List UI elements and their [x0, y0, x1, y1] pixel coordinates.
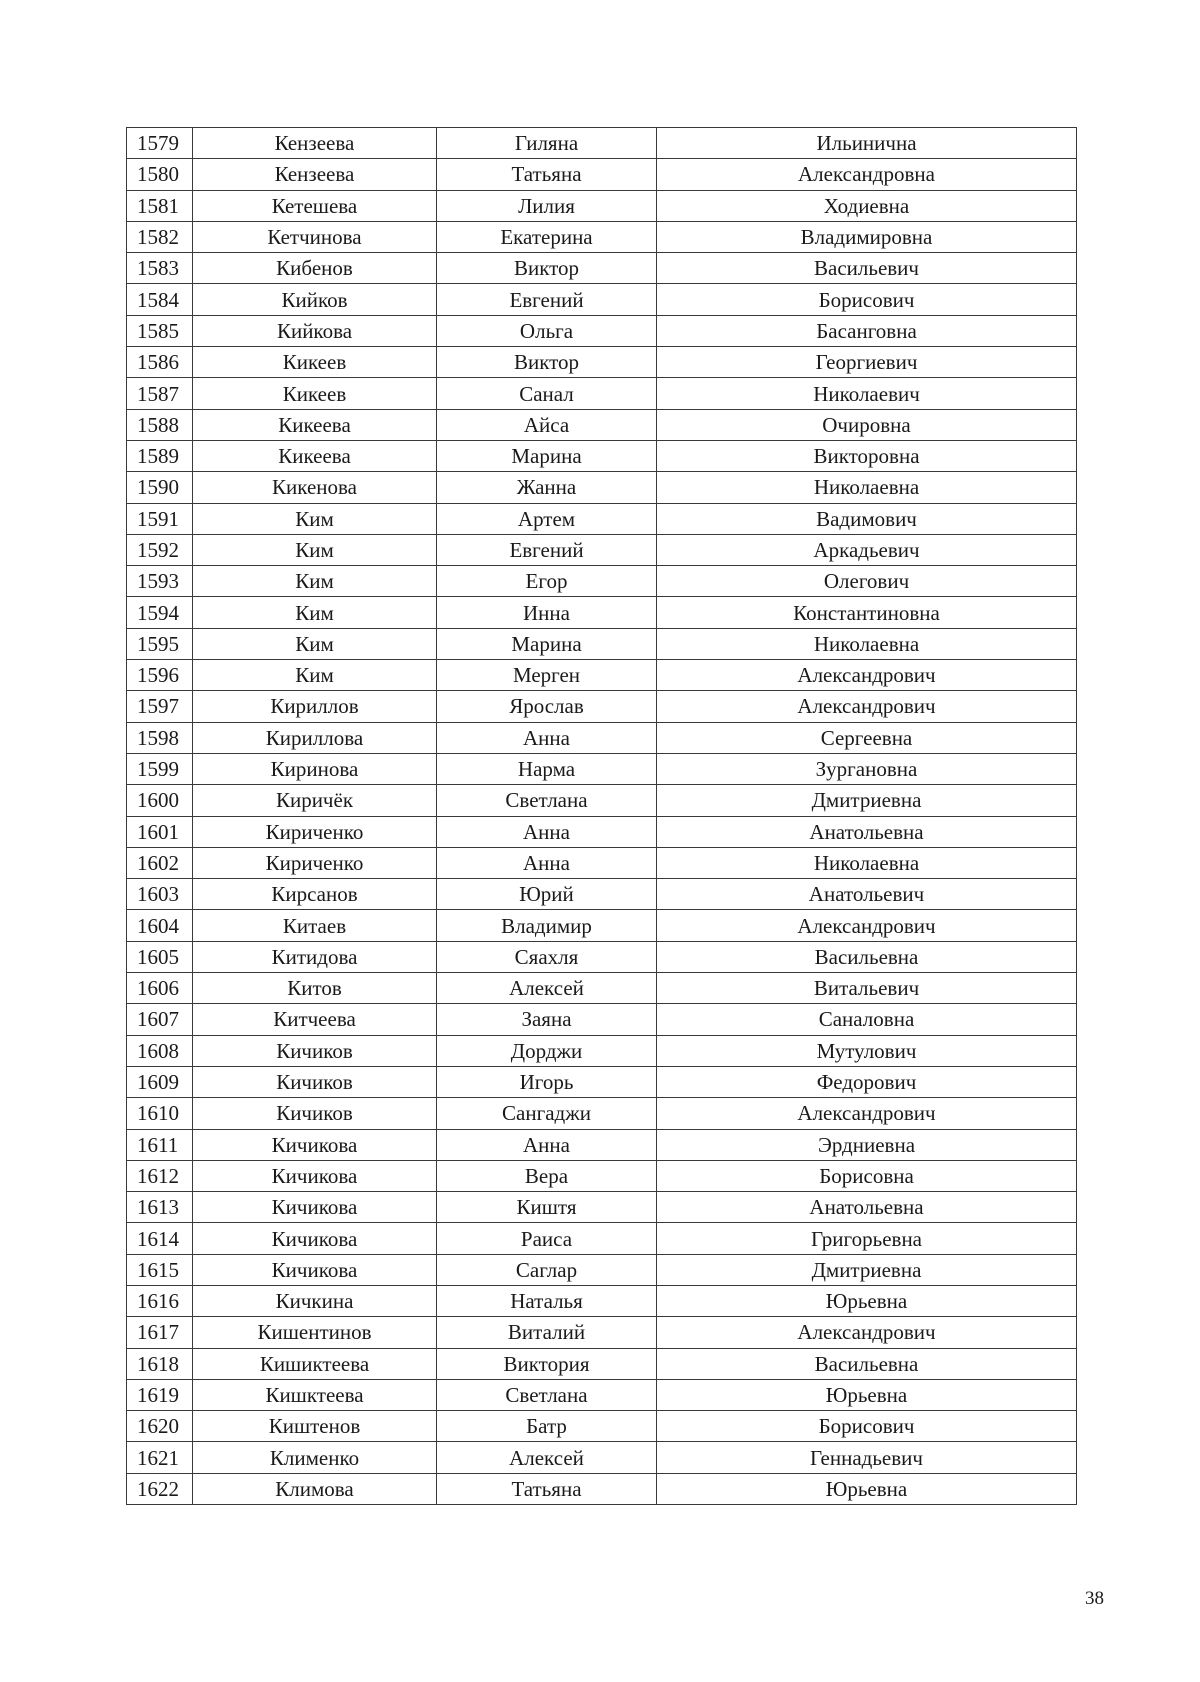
patronymic-cell: Анатольевич — [657, 879, 1077, 910]
patronymic-cell: Васильевна — [657, 1348, 1077, 1379]
surname-cell: Кетешева — [193, 190, 437, 221]
row-number-cell: 1583 — [127, 253, 193, 284]
table-row — [127, 190, 1077, 221]
row-number-cell: 1607 — [127, 1004, 193, 1035]
patronymic-cell: Александрович — [657, 691, 1077, 722]
row-number-cell: 1592 — [127, 534, 193, 565]
table-row — [127, 1004, 1077, 1035]
table-row — [127, 159, 1077, 190]
patronymic-cell: Сергеевна — [657, 722, 1077, 753]
row-number-cell: 1591 — [127, 503, 193, 534]
surname-cell: Климова — [193, 1473, 437, 1504]
patronymic-cell: Мутулович — [657, 1035, 1077, 1066]
patronymic-cell: Очировна — [657, 409, 1077, 440]
table-row — [127, 128, 1077, 159]
first-name-cell: Нарма — [437, 753, 657, 784]
first-name-cell: Наталья — [437, 1285, 657, 1316]
row-number-cell: 1611 — [127, 1129, 193, 1160]
surname-cell: Ким — [193, 503, 437, 534]
surname-cell: Кичиков — [193, 1066, 437, 1097]
surname-cell: Кикеев — [193, 378, 437, 409]
first-name-cell: Виталий — [437, 1317, 657, 1348]
surname-cell: Кириченко — [193, 847, 437, 878]
surname-cell: Кишентинов — [193, 1317, 437, 1348]
row-number-cell: 1621 — [127, 1442, 193, 1473]
patronymic-cell: Борисович — [657, 1411, 1077, 1442]
patronymic-cell: Николаевич — [657, 378, 1077, 409]
table-row — [127, 1066, 1077, 1097]
table-row — [127, 1442, 1077, 1473]
table-row — [127, 753, 1077, 784]
first-name-cell: Анна — [437, 847, 657, 878]
table-row — [127, 1035, 1077, 1066]
patronymic-cell: Аркадьевич — [657, 534, 1077, 565]
first-name-cell: Егор — [437, 566, 657, 597]
row-number-cell: 1597 — [127, 691, 193, 722]
patronymic-cell: Анатольевна — [657, 816, 1077, 847]
table-row — [127, 879, 1077, 910]
first-name-cell: Екатерина — [437, 221, 657, 252]
patronymic-cell: Александровна — [657, 159, 1077, 190]
first-name-cell: Сяахля — [437, 941, 657, 972]
surname-cell: Кийков — [193, 284, 437, 315]
first-name-cell: Марина — [437, 440, 657, 471]
surname-cell: Кибенов — [193, 253, 437, 284]
surname-cell: Китов — [193, 973, 437, 1004]
patronymic-cell: Дмитриевна — [657, 785, 1077, 816]
row-number-cell: 1593 — [127, 566, 193, 597]
surname-cell: Кирсанов — [193, 879, 437, 910]
first-name-cell: Алексей — [437, 1442, 657, 1473]
patronymic-cell: Юрьевна — [657, 1285, 1077, 1316]
surname-cell: Кишиктеева — [193, 1348, 437, 1379]
first-name-cell: Игорь — [437, 1066, 657, 1097]
table-row — [127, 534, 1077, 565]
table-row — [127, 597, 1077, 628]
first-name-cell: Ольга — [437, 315, 657, 346]
surname-cell: Кетчинова — [193, 221, 437, 252]
table-row — [127, 566, 1077, 597]
row-number-cell: 1618 — [127, 1348, 193, 1379]
surname-cell: Китаев — [193, 910, 437, 941]
first-name-cell: Сангаджи — [437, 1098, 657, 1129]
surname-cell: Кичикова — [193, 1254, 437, 1285]
row-number-cell: 1582 — [127, 221, 193, 252]
table-row — [127, 315, 1077, 346]
row-number-cell: 1596 — [127, 660, 193, 691]
row-number-cell: 1580 — [127, 159, 193, 190]
row-number-cell: 1584 — [127, 284, 193, 315]
names-table-body — [127, 128, 1077, 1505]
patronymic-cell: Николаевна — [657, 628, 1077, 659]
first-name-cell: Марина — [437, 628, 657, 659]
row-number-cell: 1589 — [127, 440, 193, 471]
row-number-cell: 1579 — [127, 128, 193, 159]
patronymic-cell: Витальевич — [657, 973, 1077, 1004]
table-row — [127, 1285, 1077, 1316]
patronymic-cell: Васильевич — [657, 253, 1077, 284]
surname-cell: Ким — [193, 566, 437, 597]
patronymic-cell: Зургановна — [657, 753, 1077, 784]
patronymic-cell: Александрович — [657, 1098, 1077, 1129]
patronymic-cell: Георгиевич — [657, 347, 1077, 378]
first-name-cell: Ярослав — [437, 691, 657, 722]
surname-cell: Кичикова — [193, 1192, 437, 1223]
table-row — [127, 440, 1077, 471]
row-number-cell: 1603 — [127, 879, 193, 910]
first-name-cell: Саглар — [437, 1254, 657, 1285]
row-number-cell: 1598 — [127, 722, 193, 753]
row-number-cell: 1613 — [127, 1192, 193, 1223]
first-name-cell: Юрий — [437, 879, 657, 910]
table-row — [127, 1379, 1077, 1410]
row-number-cell: 1620 — [127, 1411, 193, 1442]
table-row — [127, 785, 1077, 816]
row-number-cell: 1609 — [127, 1066, 193, 1097]
first-name-cell: Киштя — [437, 1192, 657, 1223]
row-number-cell: 1615 — [127, 1254, 193, 1285]
first-name-cell: Светлана — [437, 1379, 657, 1410]
table-row — [127, 378, 1077, 409]
patronymic-cell: Саналовна — [657, 1004, 1077, 1035]
row-number-cell: 1617 — [127, 1317, 193, 1348]
patronymic-cell: Федорович — [657, 1066, 1077, 1097]
patronymic-cell: Николаевна — [657, 472, 1077, 503]
patronymic-cell: Васильевна — [657, 941, 1077, 972]
table-row — [127, 847, 1077, 878]
table-row — [127, 1254, 1077, 1285]
surname-cell: Киринова — [193, 753, 437, 784]
first-name-cell: Светлана — [437, 785, 657, 816]
row-number-cell: 1599 — [127, 753, 193, 784]
table-row — [127, 1129, 1077, 1160]
patronymic-cell: Николаевна — [657, 847, 1077, 878]
surname-cell: Ким — [193, 534, 437, 565]
surname-cell: Кичиков — [193, 1035, 437, 1066]
surname-cell: Кириллова — [193, 722, 437, 753]
first-name-cell: Лилия — [437, 190, 657, 221]
first-name-cell: Вера — [437, 1160, 657, 1191]
first-name-cell: Раиса — [437, 1223, 657, 1254]
first-name-cell: Виктория — [437, 1348, 657, 1379]
surname-cell: Кичкина — [193, 1285, 437, 1316]
surname-cell: Ким — [193, 597, 437, 628]
first-name-cell: Мерген — [437, 660, 657, 691]
first-name-cell: Татьяна — [437, 1473, 657, 1504]
surname-cell: Кикеева — [193, 440, 437, 471]
surname-cell: Кензеева — [193, 128, 437, 159]
patronymic-cell: Владимировна — [657, 221, 1077, 252]
surname-cell: Кириллов — [193, 691, 437, 722]
patronymic-cell: Дмитриевна — [657, 1254, 1077, 1285]
row-number-cell: 1590 — [127, 472, 193, 503]
surname-cell: Кичикова — [193, 1223, 437, 1254]
row-number-cell: 1601 — [127, 816, 193, 847]
patronymic-cell: Викторовна — [657, 440, 1077, 471]
table-row — [127, 347, 1077, 378]
table-row — [127, 691, 1077, 722]
surname-cell: Кикеев — [193, 347, 437, 378]
table-row — [127, 910, 1077, 941]
surname-cell: Кичикова — [193, 1129, 437, 1160]
row-number-cell: 1595 — [127, 628, 193, 659]
patronymic-cell: Вадимович — [657, 503, 1077, 534]
row-number-cell: 1605 — [127, 941, 193, 972]
row-number-cell: 1588 — [127, 409, 193, 440]
first-name-cell: Владимир — [437, 910, 657, 941]
row-number-cell: 1600 — [127, 785, 193, 816]
row-number-cell: 1616 — [127, 1285, 193, 1316]
row-number-cell: 1587 — [127, 378, 193, 409]
first-name-cell: Анна — [437, 816, 657, 847]
patronymic-cell: Борисович — [657, 284, 1077, 315]
table-row — [127, 1160, 1077, 1191]
patronymic-cell: Борисовна — [657, 1160, 1077, 1191]
table-row — [127, 816, 1077, 847]
first-name-cell: Артем — [437, 503, 657, 534]
patronymic-cell: Александрович — [657, 910, 1077, 941]
patronymic-cell: Басанговна — [657, 315, 1077, 346]
row-number-cell: 1604 — [127, 910, 193, 941]
table-row — [127, 1192, 1077, 1223]
page-number: 38 — [1085, 1588, 1104, 1609]
row-number-cell: 1602 — [127, 847, 193, 878]
first-name-cell: Инна — [437, 597, 657, 628]
patronymic-cell: Эрдниевна — [657, 1129, 1077, 1160]
surname-cell: Кензеева — [193, 159, 437, 190]
first-name-cell: Жанна — [437, 472, 657, 503]
first-name-cell: Санал — [437, 378, 657, 409]
surname-cell: Кийкова — [193, 315, 437, 346]
patronymic-cell: Геннадьевич — [657, 1442, 1077, 1473]
table-row — [127, 1098, 1077, 1129]
first-name-cell: Алексей — [437, 973, 657, 1004]
table-row — [127, 472, 1077, 503]
table-row — [127, 722, 1077, 753]
surname-cell: Китидова — [193, 941, 437, 972]
surname-cell: Кичиков — [193, 1098, 437, 1129]
first-name-cell: Виктор — [437, 347, 657, 378]
row-number-cell: 1612 — [127, 1160, 193, 1191]
table-row — [127, 253, 1077, 284]
table-row — [127, 628, 1077, 659]
patronymic-cell: Ильинична — [657, 128, 1077, 159]
names-table — [126, 127, 1077, 1505]
table-row — [127, 503, 1077, 534]
table-row — [127, 1473, 1077, 1504]
surname-cell: Кикенова — [193, 472, 437, 503]
first-name-cell: Анна — [437, 722, 657, 753]
surname-cell: Киричёк — [193, 785, 437, 816]
row-number-cell: 1586 — [127, 347, 193, 378]
first-name-cell: Евгений — [437, 284, 657, 315]
surname-cell: Клименко — [193, 1442, 437, 1473]
first-name-cell: Евгений — [437, 534, 657, 565]
patronymic-cell: Константиновна — [657, 597, 1077, 628]
surname-cell: Кичикова — [193, 1160, 437, 1191]
patronymic-cell: Анатольевна — [657, 1192, 1077, 1223]
surname-cell: Ким — [193, 660, 437, 691]
table-row — [127, 973, 1077, 1004]
first-name-cell: Батр — [437, 1411, 657, 1442]
first-name-cell: Заяна — [437, 1004, 657, 1035]
first-name-cell: Анна — [437, 1129, 657, 1160]
table-row — [127, 284, 1077, 315]
patronymic-cell: Григорьевна — [657, 1223, 1077, 1254]
patronymic-cell: Олегович — [657, 566, 1077, 597]
surname-cell: Киштенов — [193, 1411, 437, 1442]
table-row — [127, 1223, 1077, 1254]
patronymic-cell: Юрьевна — [657, 1473, 1077, 1504]
patronymic-cell: Александрович — [657, 660, 1077, 691]
table-row — [127, 221, 1077, 252]
patronymic-cell: Юрьевна — [657, 1379, 1077, 1410]
first-name-cell: Айса — [437, 409, 657, 440]
table-row — [127, 1411, 1077, 1442]
row-number-cell: 1622 — [127, 1473, 193, 1504]
row-number-cell: 1614 — [127, 1223, 193, 1254]
surname-cell: Кикеева — [193, 409, 437, 440]
patronymic-cell: Александрович — [657, 1317, 1077, 1348]
row-number-cell: 1585 — [127, 315, 193, 346]
row-number-cell: 1610 — [127, 1098, 193, 1129]
first-name-cell: Татьяна — [437, 159, 657, 190]
table-row — [127, 1317, 1077, 1348]
table-row — [127, 1348, 1077, 1379]
row-number-cell: 1619 — [127, 1379, 193, 1410]
patronymic-cell: Ходиевна — [657, 190, 1077, 221]
row-number-cell: 1606 — [127, 973, 193, 1004]
surname-cell: Ким — [193, 628, 437, 659]
first-name-cell: Виктор — [437, 253, 657, 284]
first-name-cell: Дорджи — [437, 1035, 657, 1066]
table-row — [127, 409, 1077, 440]
row-number-cell: 1594 — [127, 597, 193, 628]
table-row — [127, 660, 1077, 691]
surname-cell: Кириченко — [193, 816, 437, 847]
first-name-cell: Гиляна — [437, 128, 657, 159]
row-number-cell: 1581 — [127, 190, 193, 221]
table-row — [127, 941, 1077, 972]
surname-cell: Кишктеева — [193, 1379, 437, 1410]
surname-cell: Китчеева — [193, 1004, 437, 1035]
row-number-cell: 1608 — [127, 1035, 193, 1066]
